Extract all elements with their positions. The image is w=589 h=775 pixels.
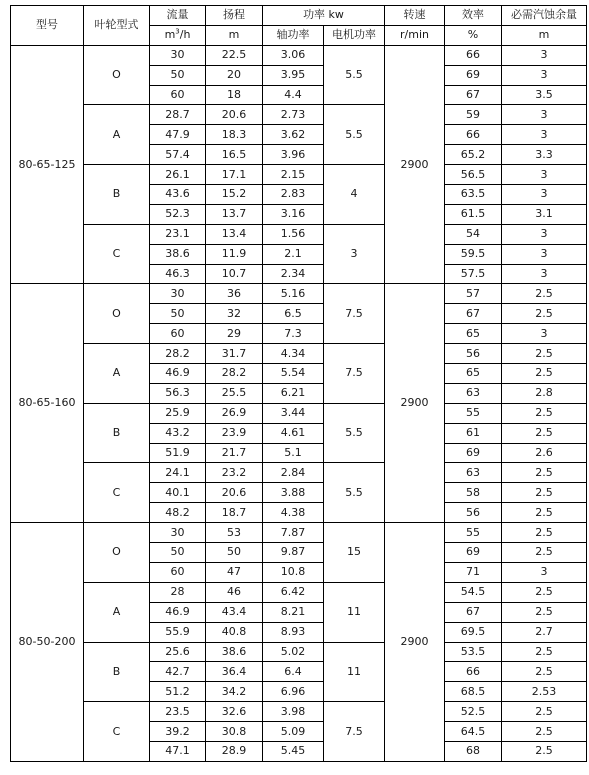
- header-eff-unit: %: [445, 25, 502, 45]
- flow-unit-prefix: m: [164, 28, 176, 42]
- header-head: 扬程: [206, 6, 263, 26]
- flow-cell: 60: [150, 85, 206, 105]
- impeller-type-cell: O: [84, 284, 150, 344]
- header-shaft-power: 轴功率: [263, 25, 324, 45]
- efficiency-cell: 59.5: [445, 244, 502, 264]
- table-row: [11, 224, 587, 244]
- efficiency-cell: 54: [445, 224, 502, 244]
- impeller-type-cell: A: [84, 344, 150, 404]
- efficiency-cell: 71: [445, 562, 502, 582]
- header-speed: 转速: [385, 6, 445, 26]
- flow-cell: 47.9: [150, 125, 206, 145]
- head-cell: 26.9: [206, 403, 263, 423]
- efficiency-cell: 53.5: [445, 642, 502, 662]
- efficiency-cell: 56.5: [445, 165, 502, 185]
- flow-cell: 47.1: [150, 741, 206, 761]
- impeller-type-cell: C: [84, 702, 150, 762]
- shaft-power-cell: 3.44: [263, 403, 324, 423]
- npsh-cell: 2.5: [502, 582, 587, 602]
- efficiency-cell: 55: [445, 523, 502, 543]
- flow-cell: 28: [150, 582, 206, 602]
- npsh-cell: 2.7: [502, 622, 587, 642]
- flow-cell: 30: [150, 284, 206, 304]
- efficiency-cell: 59: [445, 105, 502, 125]
- npsh-cell: 3: [502, 244, 587, 264]
- shaft-power-cell: 5.09: [263, 722, 324, 742]
- npsh-cell: 2.5: [502, 364, 587, 384]
- npsh-cell: 3.1: [502, 204, 587, 224]
- shaft-power-cell: 5.1: [263, 443, 324, 463]
- head-cell: 15.2: [206, 185, 263, 205]
- shaft-power-cell: 3.88: [263, 483, 324, 503]
- efficiency-cell: 56: [445, 503, 502, 523]
- shaft-power-cell: 2.84: [263, 463, 324, 483]
- efficiency-cell: 66: [445, 45, 502, 65]
- motor-power-cell: 5.5: [324, 463, 385, 523]
- flow-unit-sup: 3: [175, 27, 180, 36]
- npsh-cell: 3.3: [502, 145, 587, 165]
- npsh-cell: 2.5: [502, 602, 587, 622]
- flow-cell: 56.3: [150, 383, 206, 403]
- shaft-power-cell: 8.21: [263, 602, 324, 622]
- flow-cell: 43.6: [150, 185, 206, 205]
- head-cell: 28.9: [206, 741, 263, 761]
- efficiency-cell: 57.5: [445, 264, 502, 284]
- efficiency-cell: 65: [445, 364, 502, 384]
- shaft-power-cell: 7.87: [263, 523, 324, 543]
- header-motor-power: 电机功率: [324, 25, 385, 45]
- pump-spec-table: [10, 5, 587, 762]
- npsh-cell: 2.5: [502, 662, 587, 682]
- impeller-type-cell: C: [84, 224, 150, 284]
- flow-cell: 46.3: [150, 264, 206, 284]
- npsh-cell: 2.5: [502, 503, 587, 523]
- header-row-1: [11, 6, 587, 26]
- shaft-power-cell: 2.83: [263, 185, 324, 205]
- motor-power-cell: 11: [324, 642, 385, 702]
- header-npsh: 必需汽蚀余量: [502, 6, 587, 26]
- shaft-power-cell: 4.61: [263, 423, 324, 443]
- head-cell: 47: [206, 562, 263, 582]
- efficiency-cell: 67: [445, 304, 502, 324]
- efficiency-cell: 66: [445, 662, 502, 682]
- npsh-cell: 2.5: [502, 344, 587, 364]
- head-cell: 36.4: [206, 662, 263, 682]
- speed-cell: 2900: [385, 284, 445, 523]
- flow-cell: 57.4: [150, 145, 206, 165]
- table-row: [11, 523, 587, 543]
- npsh-cell: 2.5: [502, 642, 587, 662]
- efficiency-cell: 67: [445, 602, 502, 622]
- table-row: [11, 642, 587, 662]
- flow-cell: 60: [150, 324, 206, 344]
- impeller-type-cell: A: [84, 582, 150, 642]
- table-row: [11, 105, 587, 125]
- table-row: [11, 702, 587, 722]
- efficiency-cell: 69: [445, 543, 502, 563]
- efficiency-cell: 64.5: [445, 722, 502, 742]
- head-cell: 20: [206, 65, 263, 85]
- motor-power-cell: 5.5: [324, 105, 385, 165]
- flow-cell: 60: [150, 562, 206, 582]
- motor-power-cell: 15: [324, 523, 385, 583]
- header-impeller: 叶轮型式: [84, 6, 150, 46]
- shaft-power-cell: 8.93: [263, 622, 324, 642]
- head-cell: 20.6: [206, 483, 263, 503]
- motor-power-cell: 4: [324, 165, 385, 225]
- header-head-unit: m: [206, 25, 263, 45]
- flow-cell: 48.2: [150, 503, 206, 523]
- shaft-power-cell: 6.4: [263, 662, 324, 682]
- npsh-cell: 3: [502, 185, 587, 205]
- flow-cell: 51.2: [150, 682, 206, 702]
- npsh-cell: 2.6: [502, 443, 587, 463]
- motor-power-cell: 7.5: [324, 344, 385, 404]
- shaft-power-cell: 3.96: [263, 145, 324, 165]
- shaft-power-cell: 10.8: [263, 562, 324, 582]
- flow-cell: 38.6: [150, 244, 206, 264]
- head-cell: 13.4: [206, 224, 263, 244]
- npsh-cell: 2.5: [502, 403, 587, 423]
- head-cell: 32: [206, 304, 263, 324]
- head-cell: 11.9: [206, 244, 263, 264]
- npsh-cell: 2.5: [502, 741, 587, 761]
- flow-cell: 50: [150, 543, 206, 563]
- flow-cell: 25.6: [150, 642, 206, 662]
- header-model: 型号: [11, 6, 84, 46]
- efficiency-cell: 67: [445, 85, 502, 105]
- efficiency-cell: 55: [445, 403, 502, 423]
- flow-cell: 43.2: [150, 423, 206, 443]
- efficiency-cell: 61.5: [445, 204, 502, 224]
- efficiency-cell: 63.5: [445, 185, 502, 205]
- efficiency-cell: 63: [445, 463, 502, 483]
- head-cell: 18.7: [206, 503, 263, 523]
- head-cell: 38.6: [206, 642, 263, 662]
- motor-power-cell: 5.5: [324, 45, 385, 105]
- head-cell: 32.6: [206, 702, 263, 722]
- table-row: [11, 165, 587, 185]
- flow-cell: 24.1: [150, 463, 206, 483]
- shaft-power-cell: 5.16: [263, 284, 324, 304]
- npsh-cell: 2.5: [502, 543, 587, 563]
- motor-power-cell: 7.5: [324, 284, 385, 344]
- shaft-power-cell: 6.96: [263, 682, 324, 702]
- header-flow: 流量: [150, 6, 206, 26]
- head-cell: 17.1: [206, 165, 263, 185]
- flow-cell: 46.9: [150, 364, 206, 384]
- header-speed-unit: r/min: [385, 25, 445, 45]
- head-cell: 21.7: [206, 443, 263, 463]
- head-cell: 34.2: [206, 682, 263, 702]
- head-cell: 18: [206, 85, 263, 105]
- head-cell: 29: [206, 324, 263, 344]
- flow-cell: 30: [150, 45, 206, 65]
- flow-cell: 30: [150, 523, 206, 543]
- flow-cell: 26.1: [150, 165, 206, 185]
- flow-cell: 50: [150, 304, 206, 324]
- shaft-power-cell: 3.06: [263, 45, 324, 65]
- model-cell: 80-65-160: [11, 284, 84, 523]
- impeller-type-cell: B: [84, 403, 150, 463]
- flow-cell: 42.7: [150, 662, 206, 682]
- head-cell: 23.2: [206, 463, 263, 483]
- efficiency-cell: 66: [445, 125, 502, 145]
- efficiency-cell: 69.5: [445, 622, 502, 642]
- shaft-power-cell: 1.56: [263, 224, 324, 244]
- efficiency-cell: 52.5: [445, 702, 502, 722]
- npsh-cell: 2.5: [502, 284, 587, 304]
- efficiency-cell: 57: [445, 284, 502, 304]
- table-row: [11, 582, 587, 602]
- efficiency-cell: 69: [445, 443, 502, 463]
- head-cell: 46: [206, 582, 263, 602]
- speed-cell: 2900: [385, 45, 445, 284]
- head-cell: 20.6: [206, 105, 263, 125]
- npsh-cell: 2.5: [502, 722, 587, 742]
- head-cell: 40.8: [206, 622, 263, 642]
- impeller-type-cell: A: [84, 105, 150, 165]
- shaft-power-cell: 3.95: [263, 65, 324, 85]
- motor-power-cell: 5.5: [324, 403, 385, 463]
- efficiency-cell: 63: [445, 383, 502, 403]
- impeller-type-cell: B: [84, 642, 150, 702]
- npsh-cell: 3.5: [502, 85, 587, 105]
- impeller-type-cell: C: [84, 463, 150, 523]
- flow-cell: 50: [150, 65, 206, 85]
- flow-cell: 25.9: [150, 403, 206, 423]
- efficiency-cell: 61: [445, 423, 502, 443]
- flow-cell: 52.3: [150, 204, 206, 224]
- impeller-type-cell: O: [84, 523, 150, 583]
- header-power: 功率 kw: [263, 6, 385, 26]
- impeller-type-cell: B: [84, 165, 150, 225]
- flow-cell: 39.2: [150, 722, 206, 742]
- efficiency-cell: 68: [445, 741, 502, 761]
- table-row: [11, 45, 587, 65]
- shaft-power-cell: 2.1: [263, 244, 324, 264]
- shaft-power-cell: 4.38: [263, 503, 324, 523]
- flow-cell: 40.1: [150, 483, 206, 503]
- flow-unit-suffix: /h: [179, 28, 191, 42]
- npsh-cell: 3: [502, 562, 587, 582]
- head-cell: 13.7: [206, 204, 263, 224]
- flow-cell: 46.9: [150, 602, 206, 622]
- head-cell: 25.5: [206, 383, 263, 403]
- motor-power-cell: 11: [324, 582, 385, 642]
- head-cell: 28.2: [206, 364, 263, 384]
- npsh-cell: 3: [502, 324, 587, 344]
- head-cell: 53: [206, 523, 263, 543]
- shaft-power-cell: 2.73: [263, 105, 324, 125]
- table-row: [11, 284, 587, 304]
- npsh-cell: 2.8: [502, 383, 587, 403]
- shaft-power-cell: 4.4: [263, 85, 324, 105]
- table-row: [11, 403, 587, 423]
- efficiency-cell: 54.5: [445, 582, 502, 602]
- flow-cell: 55.9: [150, 622, 206, 642]
- header-npsh-unit: m: [502, 25, 587, 45]
- flow-cell: 28.7: [150, 105, 206, 125]
- shaft-power-cell: 7.3: [263, 324, 324, 344]
- npsh-cell: 2.5: [502, 483, 587, 503]
- shaft-power-cell: 9.87: [263, 543, 324, 563]
- npsh-cell: 2.53: [502, 682, 587, 702]
- flow-cell: 23.5: [150, 702, 206, 722]
- shaft-power-cell: 6.42: [263, 582, 324, 602]
- header-efficiency: 效率: [445, 6, 502, 26]
- shaft-power-cell: 6.21: [263, 383, 324, 403]
- head-cell: 31.7: [206, 344, 263, 364]
- npsh-cell: 3: [502, 224, 587, 244]
- shaft-power-cell: 3.16: [263, 204, 324, 224]
- npsh-cell: 3: [502, 264, 587, 284]
- shaft-power-cell: 4.34: [263, 344, 324, 364]
- header-flow-unit: [150, 25, 206, 45]
- npsh-cell: 2.5: [502, 702, 587, 722]
- flow-cell: 51.9: [150, 443, 206, 463]
- npsh-cell: 2.5: [502, 304, 587, 324]
- head-cell: 30.8: [206, 722, 263, 742]
- efficiency-cell: 58: [445, 483, 502, 503]
- model-cell: 80-65-125: [11, 45, 84, 284]
- efficiency-cell: 65: [445, 324, 502, 344]
- shaft-power-cell: 2.15: [263, 165, 324, 185]
- npsh-cell: 3: [502, 105, 587, 125]
- npsh-cell: 3: [502, 125, 587, 145]
- head-cell: 22.5: [206, 45, 263, 65]
- shaft-power-cell: 3.98: [263, 702, 324, 722]
- table-row: [11, 344, 587, 364]
- shaft-power-cell: 2.34: [263, 264, 324, 284]
- npsh-cell: 2.5: [502, 463, 587, 483]
- efficiency-cell: 68.5: [445, 682, 502, 702]
- impeller-type-cell: O: [84, 45, 150, 105]
- head-cell: 36: [206, 284, 263, 304]
- npsh-cell: 3: [502, 45, 587, 65]
- npsh-cell: 3: [502, 165, 587, 185]
- head-cell: 23.9: [206, 423, 263, 443]
- head-cell: 50: [206, 543, 263, 563]
- flow-cell: 23.1: [150, 224, 206, 244]
- shaft-power-cell: 6.5: [263, 304, 324, 324]
- motor-power-cell: 7.5: [324, 702, 385, 762]
- shaft-power-cell: 5.45: [263, 741, 324, 761]
- head-cell: 10.7: [206, 264, 263, 284]
- model-cell: 80-50-200: [11, 523, 84, 762]
- shaft-power-cell: 5.02: [263, 642, 324, 662]
- npsh-cell: 2.5: [502, 523, 587, 543]
- efficiency-cell: 69: [445, 65, 502, 85]
- flow-cell: 28.2: [150, 344, 206, 364]
- head-cell: 43.4: [206, 602, 263, 622]
- head-cell: 16.5: [206, 145, 263, 165]
- table-row: [11, 463, 587, 483]
- shaft-power-cell: 3.62: [263, 125, 324, 145]
- npsh-cell: 3: [502, 65, 587, 85]
- head-cell: 18.3: [206, 125, 263, 145]
- efficiency-cell: 56: [445, 344, 502, 364]
- npsh-cell: 2.5: [502, 423, 587, 443]
- speed-cell: 2900: [385, 523, 445, 762]
- shaft-power-cell: 5.54: [263, 364, 324, 384]
- motor-power-cell: 3: [324, 224, 385, 284]
- efficiency-cell: 65.2: [445, 145, 502, 165]
